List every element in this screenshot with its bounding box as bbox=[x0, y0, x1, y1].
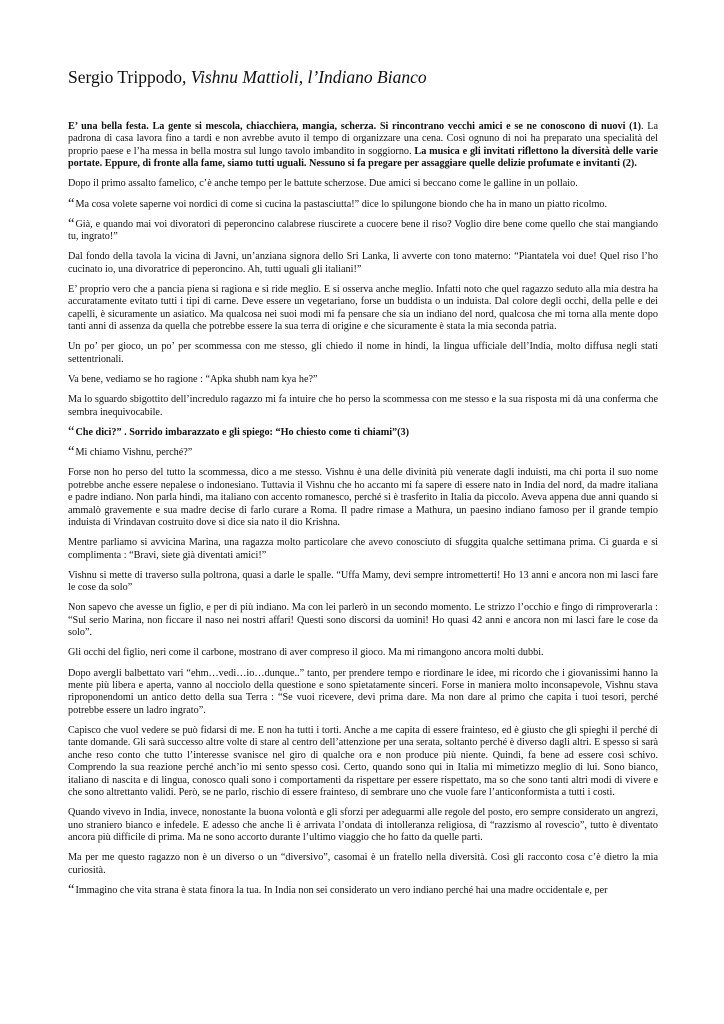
paragraph bbox=[68, 725, 658, 799]
text-run: Mentre parliamo si avvicina Marina, una ragazza molto particolare che avevo conosciuto di sfuggita qualche settimana prima. Ci guarda e si complimenta : “Bravi, siete già diventati amici!” bbox=[68, 537, 658, 561]
text-run: Dopo avergli balbettato vari “ehm…vedi…io…dunque..” tanto, per prendere tempo e riordinare le idee, mi ricordo che i giovanissimi hanno la mente più libera e aperta, vanno al nocciolo della questione e sono spietatamente sinceri. Forse in maniera molto inconsapevole, Vishnu stava riproponendomi un antico detto della sua Terra : “Se vuoi ricevere, devi prima dare. Ma non dare al primo che capita i tuoi tesori, perché potrebbe essere un ladro ingrato”. bbox=[68, 667, 658, 716]
text-run: Un po’ per gioco, un po’ per scommessa con me stesso, gli chiedo il nome in hindi, la lingua ufficiale dell’India, molto diffusa negli stati settentrionali. bbox=[68, 341, 658, 365]
paragraph bbox=[68, 807, 658, 844]
open-quote-mark: “ bbox=[68, 195, 75, 212]
open-quote-mark: “ bbox=[68, 423, 75, 440]
paragraph bbox=[68, 602, 658, 639]
text-run: Ma per me questo ragazzo non è un diverso o un “diversivo”, casomai è un fratello nella diversità. Così gli racconto cosa c’è dietro la mia curiosità. bbox=[68, 852, 658, 876]
text-run: Dal fondo della tavola la vicina di Javni, un’anziana signora dello Sri Lanka, li avverte con tono materno: “Piantatela voi due! Quel riso l’ho cucinato io, una divoratrice di peperoncino. Ah, tutti uguali gli italiani!” bbox=[68, 251, 658, 275]
text-run: Gli occhi del figlio, neri come il carbone, mostrano di aver compreso il gioco. Ma mi rimangono ancora molti dubbi. bbox=[68, 647, 544, 659]
text-run: Già, e quando mai voi divoratori di peperoncino calabrese riuscirete a cuocere bene il riso? Voglio dire bene come quello che stai mangiando tu, ingrato!” bbox=[68, 218, 658, 243]
paragraph bbox=[68, 668, 658, 718]
open-quote-mark: “ bbox=[68, 215, 75, 232]
text-run: Ma lo sguardo sbigottito dell’incredulo ragazzo mi fa intuire che ho perso la scommessa con me stesso e la sua risposta mi dà una conferma che sembra inequivocabile. bbox=[68, 394, 658, 418]
paragraph bbox=[68, 215, 658, 244]
bold-text-run: La musica e gli invitati riflettono la diversità delle varie portate. Eppure, di fronte alla fame, siamo tutti uguali. Nessuno si fa pregare per assaggiare quelle delizie profumate e invitanti (2). bbox=[68, 145, 658, 170]
text-run: Dopo il primo assalto famelico, c’è anche tempo per le battute scherzose. Due amici si beccano come le galline in un pollaio. bbox=[68, 178, 578, 190]
paragraph bbox=[68, 881, 658, 898]
paragraph bbox=[68, 195, 658, 212]
text-run: Immagino che vita strana è stata finora la tua. In India non sei considerato un vero indiano perché hai una madre occidentale e, per bbox=[75, 884, 608, 896]
paragraph bbox=[68, 251, 658, 276]
title-work: Vishnu Mattioli, l’Indiano Bianco bbox=[190, 67, 427, 87]
paragraph bbox=[68, 341, 658, 366]
open-quote-mark: “ bbox=[68, 444, 75, 461]
paragraph bbox=[68, 647, 658, 659]
paragraph bbox=[68, 570, 658, 595]
paragraph bbox=[68, 444, 658, 461]
paragraph bbox=[68, 852, 658, 877]
paragraph bbox=[68, 374, 658, 386]
paragraph bbox=[68, 467, 658, 529]
document-title bbox=[68, 66, 427, 88]
paragraph bbox=[68, 423, 658, 440]
title-author: Sergio Trippodo, bbox=[68, 67, 191, 87]
document-body bbox=[68, 121, 658, 905]
paragraph bbox=[68, 537, 658, 562]
bold-text-run: Che dici?” . Sorrido imbarazzato e gli spiego: “Ho chiesto come ti chiami”(3) bbox=[75, 426, 410, 438]
text-run: Vishnu si mette di traverso sulla poltrona, quasi a darle le spalle. “Uffa Mamy, devi sempre intrometterti! Ho 13 anni e ancora non mi lasci fare le cose da solo” bbox=[68, 569, 658, 594]
text-run: Capisco che vuol vedere se può fidarsi di me. E non ha tutti i torti. Anche a me capita di essere frainteso, ed è giusto che gli spieghi il perché di tante domande. Gli sarà successo altre volte di stare al centro dell’attenzione per una serata, soltanto perché è diverso dagli altri. E spesso si sarà anche reso conto che tutto l’interesse svanisce nel giro di qualche ora e non produce più niente. Quindi, fa bene ad essere così schivo. Comprendo la sua reazione perché anch’io mi sento spesso così. Certo, quando sono qui in Italia mi mimetizzo meglio di lui. Sono bianco, italiano di nascita e di lingua, conosco quali sono i comportamenti da rispettare per essere rispettato, ma so che sono tanti altri modi di vivere e che sono altrettanto validi. Però, se ne parlo, rischio di essere frainteso, di sembrare uno che vuole fare l’anticonformista a tutti i costi. bbox=[68, 724, 658, 799]
text-run: Va bene, vediamo se ho ragione : “Apka shubh nam kya he?” bbox=[68, 374, 318, 386]
open-quote-mark: “ bbox=[68, 881, 75, 898]
paragraph bbox=[68, 178, 658, 190]
paragraph bbox=[68, 394, 658, 419]
text-run: Non sapevo che avesse un figlio, e per di più indiano. Ma con lei parlerò in un secondo momento. Le strizzo l’occhio e fingo di rimproverarla : “Sul serio Marina, non ficcare il naso nei nostri affari! Questi sono discorsi da uomini! Ho quasi 42 anni e ancora non mi lasci fare le cose da solo”. bbox=[68, 602, 658, 639]
text-run: E’ proprio vero che a pancia piena si ragiona e si ride meglio. E si osserva anche meglio. Infatti noto che quel ragazzo seduto alla mia destra ha accuratamente evitato tutti i tipi di carne. Deve essere un vegetariano, forse un buddista o un induista. Dal colore degli occhi, della pelle e dei capelli, è sicuramente un asiatico. Ma qualcosa nei suoi modi mi fa pensare che sia un indiano del nord, qualcosa che mi torna alla mente dopo tanti anni di assenza da quella che potrebbe essere la sua terra di origine e che sicuramente è stata la mia seconda patria. bbox=[68, 284, 658, 333]
text-run: Ma cosa volete saperne voi nordici di come si cucina la pastasciutta!” dice lo spilungone biondo che ha in mano un piatto ricolmo. bbox=[75, 198, 608, 210]
text-run: Forse non ho perso del tutto la scommessa, dico a me stesso. Vishnu è una delle divinità più venerate dagli induisti, ma chi porta il suo nome potrebbe anche essere nepalese o indonesiano. Tuttavia il Vishnu che ho accanto mi fa sapere di essere nato in India del nord, da madre italiana e padre indiano. Non parla hindi, ma italiano con accento romanesco, perché si è trasferito in Italia da piccolo. Aveva appena due anni quando si ammalò gravemente e sua madre decise di farlo curare a Roma. Il padre rimase a Mathura, un paesino indiano famoso per il grande tempio induista di Vrindavan costruito dove si dice sia nato il dio Krishna. bbox=[68, 467, 658, 528]
text-run: . La padrona di casa lavora fino a tardi e non avrebbe avuto il tempo di organizzare una cena. Così ognuno di noi ha preparato una specialità del proprio paese e l’ha messa in bella mostra sul lungo tavolo imbandito in soggiorno. bbox=[68, 121, 658, 157]
text-run: Mi chiamo Vishnu, perché?” bbox=[75, 447, 193, 459]
bold-text-run: E’ una bella festa. La gente si mescola, chiacchiera, mangia, scherza. Si rincontrano vecchi amici e se ne conoscono di nuovi (1) bbox=[68, 121, 641, 132]
text-run: Quando vivevo in India, invece, nonostante la buona volontà e gli sforzi per adeguarmi alle regole del posto, ero sempre considerato un angrezi, uno straniero bianco e infedele. E adesso che anche lì è arrivata l’ondata di intolleranza religiosa, di “razzismo al rovescio”, tutto è diventato ancora più difficile di prima. Ma ne sono accorto durante l’ultimo viaggio che ho fatto da quelle parti. bbox=[68, 807, 658, 844]
paragraph bbox=[68, 121, 658, 171]
paragraph bbox=[68, 284, 658, 334]
